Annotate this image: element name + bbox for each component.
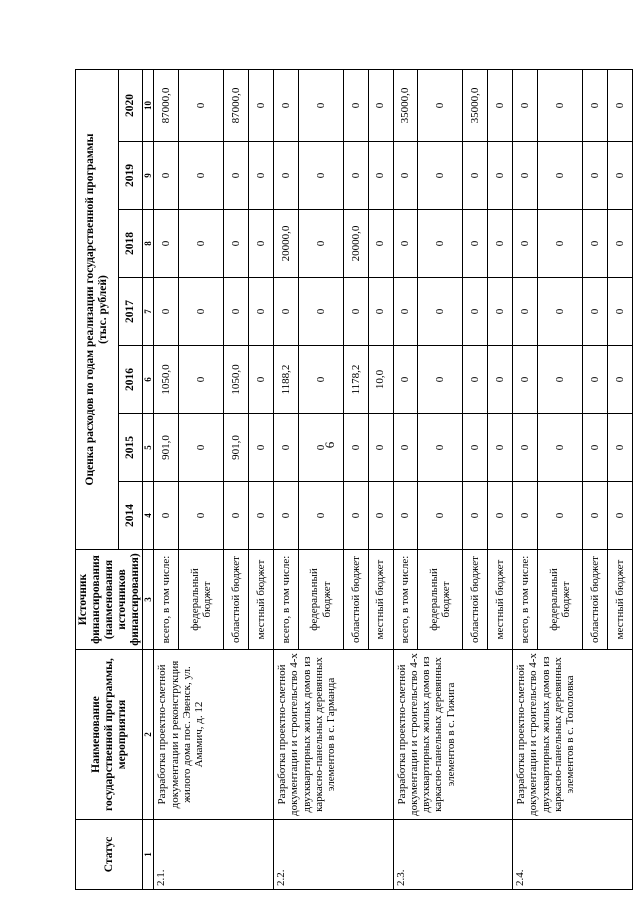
value-cell: 0: [513, 482, 538, 550]
funding-source-cell: федеральный бюджет: [418, 550, 463, 650]
value-cell: 0: [179, 346, 224, 414]
funding-source-cell: местный бюджет: [249, 550, 274, 650]
estimate-header-line1: Оценка расходов по годам реализации государственной программы: [84, 133, 97, 486]
value-cell: 0: [463, 346, 488, 414]
funding-source-cell: федеральный бюджет: [538, 550, 583, 650]
year-header: 2014: [119, 482, 143, 550]
value-cell: 0: [393, 482, 418, 550]
funding-source-cell: областной бюджет: [582, 550, 607, 650]
funding-source-cell: всего, в том числе:: [513, 550, 538, 650]
value-cell: 0: [179, 142, 224, 210]
table-row: [393, 70, 418, 890]
year-header: 2016: [119, 346, 143, 414]
value-cell: 0: [343, 414, 368, 482]
value-cell: 0: [393, 346, 418, 414]
year-header: 2017: [119, 278, 143, 346]
year-header: 2019: [119, 142, 143, 210]
value-cell: 0: [249, 414, 274, 482]
value-cell: 0: [582, 278, 607, 346]
value-cell: 0: [488, 482, 513, 550]
value-cell: 0: [538, 414, 583, 482]
status-cell: 2.3.: [393, 820, 513, 890]
table-row: [154, 70, 179, 890]
column-number: 6: [143, 346, 154, 414]
value-cell: 0: [582, 210, 607, 278]
value-cell: 0: [179, 70, 224, 142]
table-body: [154, 70, 632, 890]
column-number: 7: [143, 278, 154, 346]
value-cell: 0: [298, 142, 343, 210]
value-cell: 0: [513, 210, 538, 278]
value-cell: 0: [154, 210, 179, 278]
status-cell: 2.2.: [273, 820, 393, 890]
value-cell: 0: [179, 414, 224, 482]
value-cell: 0: [463, 210, 488, 278]
value-cell: 0: [224, 278, 249, 346]
value-cell: 0: [418, 70, 463, 142]
value-cell: 0: [154, 482, 179, 550]
value-cell: 0: [418, 414, 463, 482]
value-cell: 901,0: [154, 414, 179, 482]
funding-source-cell: местный бюджет: [368, 550, 393, 650]
value-cell: 1178,2: [343, 346, 368, 414]
value-cell: 901,0: [224, 414, 249, 482]
value-cell: 0: [418, 346, 463, 414]
value-cell: 0: [513, 70, 538, 142]
value-cell: 0: [418, 482, 463, 550]
value-cell: 0: [582, 414, 607, 482]
value-cell: 0: [582, 482, 607, 550]
value-cell: 0: [463, 414, 488, 482]
value-cell: 0: [538, 346, 583, 414]
value-cell: 0: [249, 70, 274, 142]
value-cell: 0: [418, 278, 463, 346]
value-cell: 0: [368, 142, 393, 210]
measure-name-cell: Разработка проектно-сметной документации и строительство 4-х двухквартирных жилых домов из каркасно-панельных деревянных элементов в с. Тополовка: [513, 650, 633, 820]
measure-name-cell: Разработка проектно-сметной документации и строительство 4-х двухквартирных жилых домов из каркасно-панельных деревянных элементов в с. Гарманда: [273, 650, 393, 820]
value-cell: 0: [538, 142, 583, 210]
value-cell: 0: [538, 70, 583, 142]
funding-source-cell: федеральный бюджет: [298, 550, 343, 650]
source-header: Источник финансирования (наименования источников финансирования): [76, 550, 143, 650]
funding-source-cell: местный бюджет: [488, 550, 513, 650]
value-cell: 87000,0: [224, 70, 249, 142]
value-cell: 0: [513, 346, 538, 414]
value-cell: 0: [343, 70, 368, 142]
value-cell: 20000,0: [343, 210, 368, 278]
value-cell: 0: [488, 70, 513, 142]
value-cell: 0: [368, 210, 393, 278]
funding-source-cell: местный бюджет: [607, 550, 632, 650]
measure-name-cell: Разработка проектно-сметной документации и строительство 4-х двухквартирных жилых домов из каркасно-панельных деревянных элементов в с. Гижига: [393, 650, 513, 820]
column-number: 3: [143, 550, 154, 650]
column-number: 8: [143, 210, 154, 278]
status-cell: 2.1.: [154, 820, 274, 890]
value-cell: 0: [298, 210, 343, 278]
header-row: [76, 70, 119, 890]
year-header: 2015: [119, 414, 143, 482]
value-cell: 0: [368, 482, 393, 550]
value-cell: 0: [418, 210, 463, 278]
measure-name-cell: Разработка проектно-сметной документации и реконструкция жилого дома пос. Эвенск, ул. Амамич, д. 12: [154, 650, 274, 820]
value-cell: 0: [154, 142, 179, 210]
value-cell: 0: [463, 278, 488, 346]
value-cell: 0: [179, 278, 224, 346]
value-cell: 0: [607, 142, 632, 210]
column-number: 2: [143, 650, 154, 820]
value-cell: 0: [298, 278, 343, 346]
value-cell: 0: [488, 210, 513, 278]
estimate-header: [76, 70, 119, 550]
value-cell: 0: [298, 414, 343, 482]
status-cell: 2.4.: [513, 820, 633, 890]
value-cell: 0: [368, 70, 393, 142]
value-cell: 0: [607, 414, 632, 482]
value-cell: 35000,0: [393, 70, 418, 142]
value-cell: 0: [393, 210, 418, 278]
page-number: 6: [322, 441, 337, 449]
value-cell: 0: [418, 142, 463, 210]
value-cell: 0: [393, 142, 418, 210]
value-cell: 0: [343, 482, 368, 550]
column-number: 5: [143, 414, 154, 482]
value-cell: 0: [607, 346, 632, 414]
value-cell: 0: [343, 278, 368, 346]
value-cell: 0: [488, 142, 513, 210]
column-number-row: [143, 70, 154, 890]
value-cell: 1050,0: [224, 346, 249, 414]
value-cell: 0: [368, 414, 393, 482]
value-cell: 0: [273, 414, 298, 482]
value-cell: 0: [368, 278, 393, 346]
value-cell: 0: [582, 70, 607, 142]
status-header: Статус: [76, 820, 143, 890]
value-cell: 0: [298, 482, 343, 550]
value-cell: 0: [393, 278, 418, 346]
value-cell: 0: [298, 346, 343, 414]
value-cell: 0: [513, 142, 538, 210]
funding-source-cell: областной бюджет: [463, 550, 488, 650]
value-cell: 1188,2: [273, 346, 298, 414]
value-cell: 0: [538, 482, 583, 550]
value-cell: 0: [249, 278, 274, 346]
funding-source-cell: областной бюджет: [224, 550, 249, 650]
budget-table-frame: [75, 70, 626, 890]
value-cell: 0: [273, 482, 298, 550]
funding-source-cell: всего, в том числе:: [154, 550, 179, 650]
value-cell: 0: [224, 142, 249, 210]
value-cell: 0: [488, 414, 513, 482]
value-cell: 87000,0: [154, 70, 179, 142]
value-cell: 0: [249, 142, 274, 210]
funding-source-cell: федеральный бюджет: [179, 550, 224, 650]
value-cell: 0: [393, 414, 418, 482]
value-cell: 0: [488, 346, 513, 414]
value-cell: 0: [224, 482, 249, 550]
year-header: 2018: [119, 210, 143, 278]
column-number: 4: [143, 482, 154, 550]
funding-source-cell: всего, в том числе:: [393, 550, 418, 650]
value-cell: 0: [249, 346, 274, 414]
value-cell: 0: [273, 278, 298, 346]
value-cell: 20000,0: [273, 210, 298, 278]
value-cell: 35000,0: [463, 70, 488, 142]
value-cell: 0: [298, 70, 343, 142]
value-cell: 0: [249, 210, 274, 278]
value-cell: 0: [607, 482, 632, 550]
value-cell: 0: [179, 210, 224, 278]
value-cell: 0: [273, 70, 298, 142]
value-cell: 0: [249, 482, 274, 550]
budget-table: [75, 69, 633, 890]
value-cell: 0: [607, 70, 632, 142]
value-cell: 0: [582, 346, 607, 414]
name-header: Наименование государственной программы, мероприятия: [76, 650, 143, 820]
column-number: 1: [143, 820, 154, 890]
value-cell: 0: [513, 414, 538, 482]
value-cell: 0: [224, 210, 249, 278]
value-cell: 0: [179, 482, 224, 550]
value-cell: 0: [607, 210, 632, 278]
column-number: 9: [143, 142, 154, 210]
value-cell: 0: [488, 278, 513, 346]
value-cell: 0: [538, 278, 583, 346]
table-row: [513, 70, 538, 890]
column-number: 10: [143, 70, 154, 142]
value-cell: 0: [582, 142, 607, 210]
value-cell: 0: [343, 142, 368, 210]
estimate-header-line2: (тыс. рублей): [97, 275, 110, 344]
value-cell: 0: [154, 278, 179, 346]
value-cell: 0: [607, 278, 632, 346]
value-cell: 10,0: [368, 346, 393, 414]
value-cell: 0: [538, 210, 583, 278]
funding-source-cell: областной бюджет: [343, 550, 368, 650]
year-header: 2020: [119, 70, 143, 142]
value-cell: 0: [463, 142, 488, 210]
value-cell: 0: [513, 278, 538, 346]
table-row: [273, 70, 298, 890]
funding-source-cell: всего, в том числе:: [273, 550, 298, 650]
value-cell: 0: [463, 482, 488, 550]
value-cell: 0: [273, 142, 298, 210]
value-cell: 1050,0: [154, 346, 179, 414]
